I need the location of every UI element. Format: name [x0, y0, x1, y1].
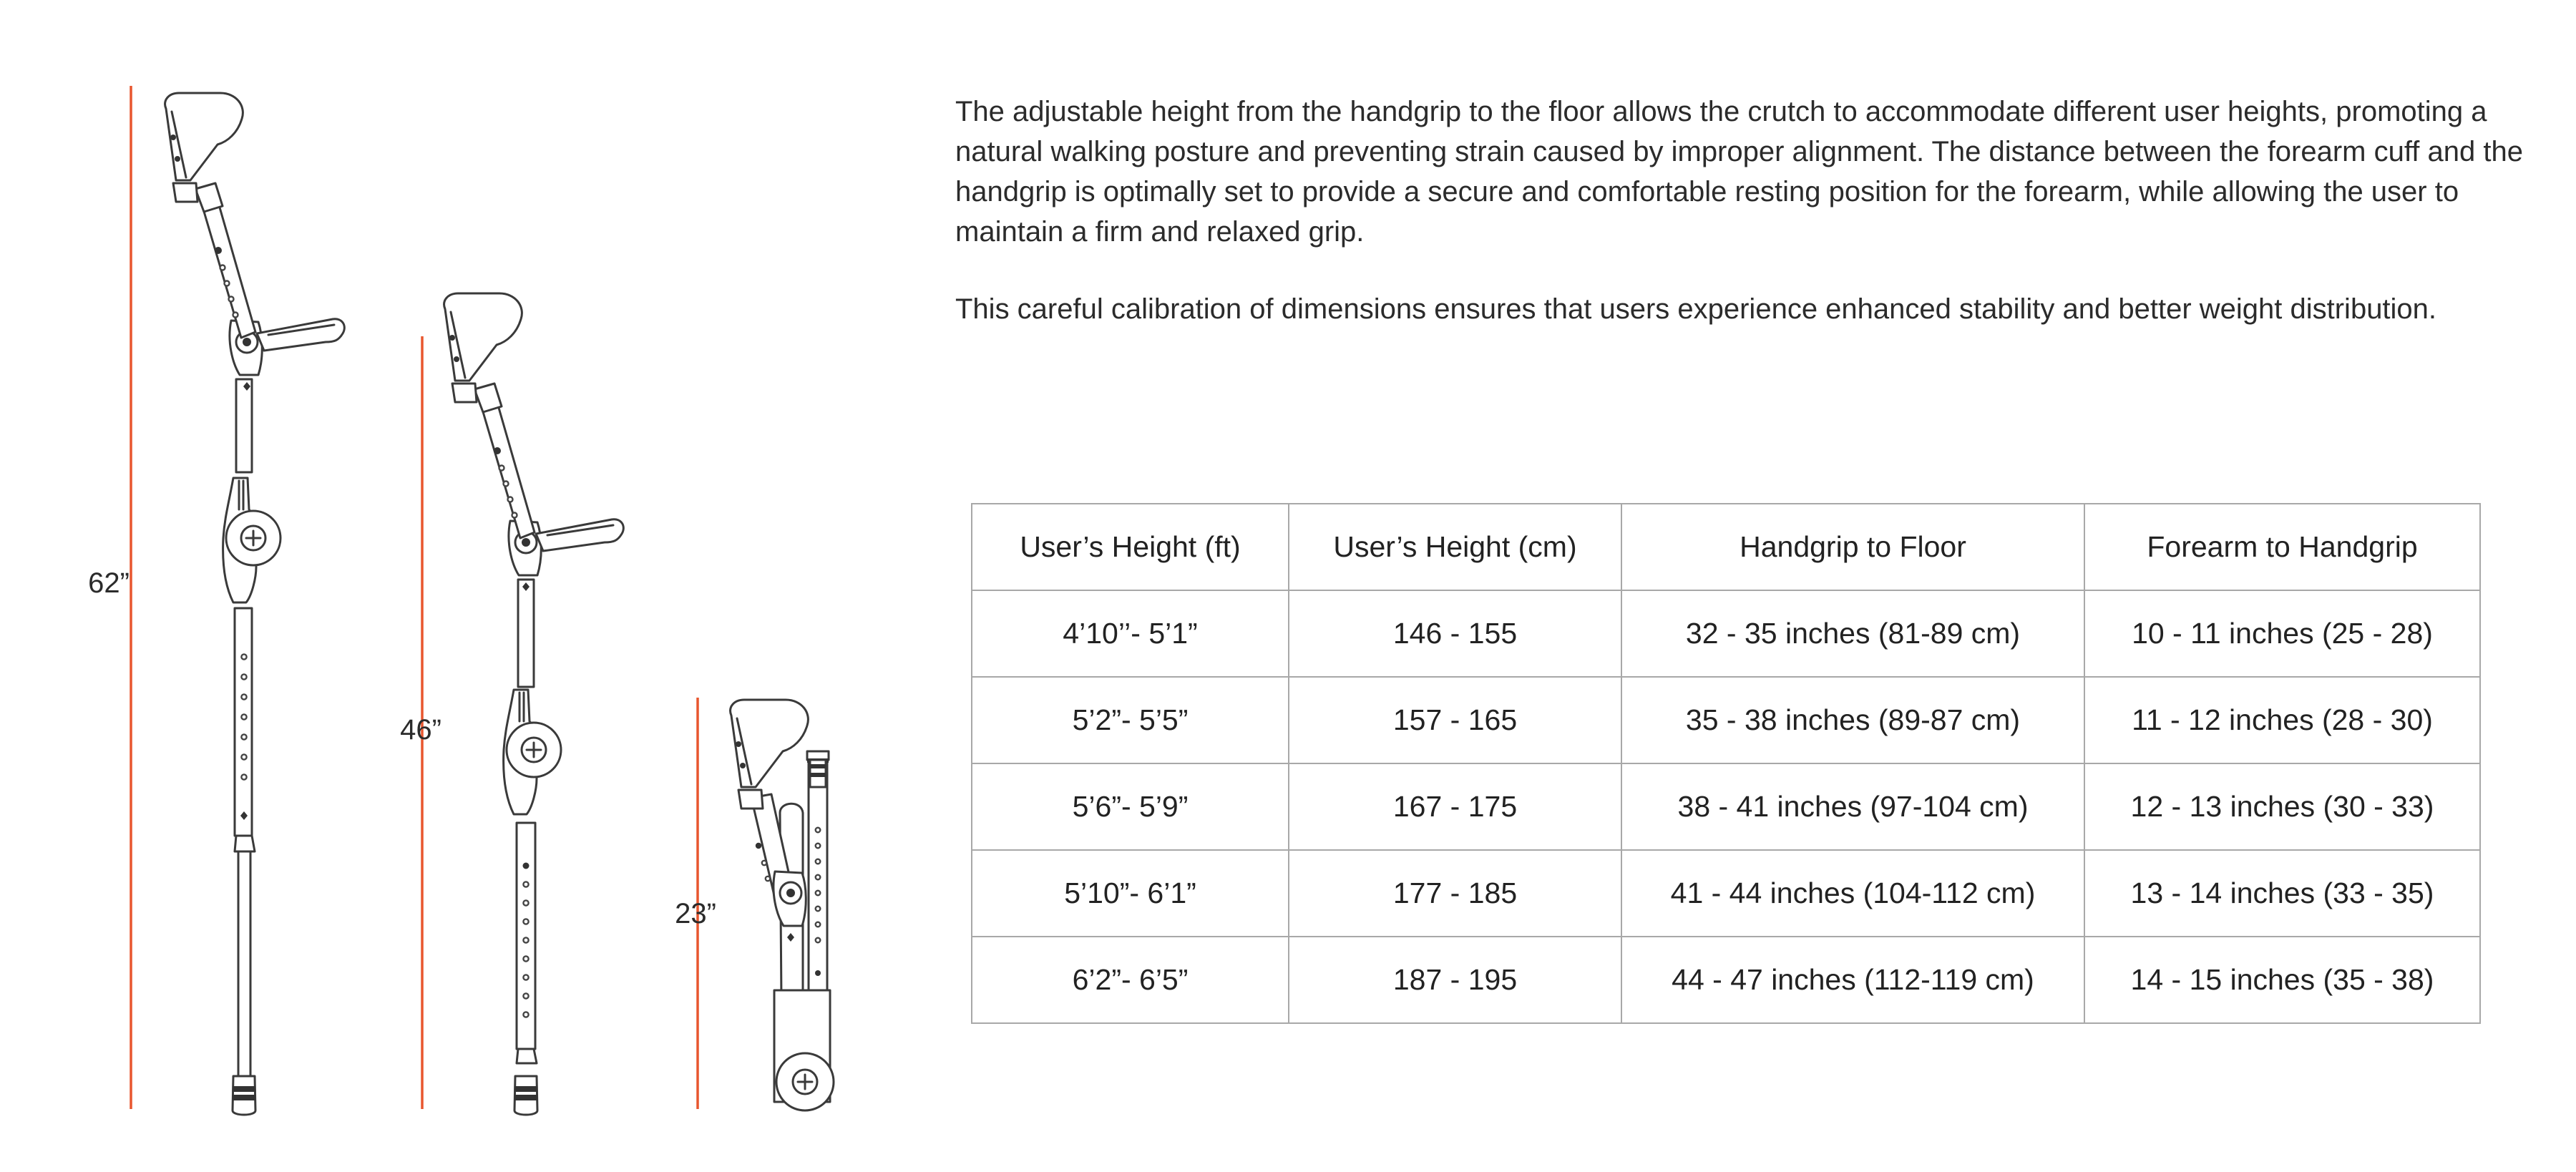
table-row	[972, 937, 2480, 1023]
header-user-height-ft: User’s Height (ft)	[972, 504, 1289, 590]
cell-height-cm: 167 - 175	[1289, 763, 1621, 850]
cell-height-ft: 5’10”- 6’1”	[972, 850, 1289, 937]
description-text	[955, 92, 2529, 366]
cell-height-cm: 157 - 165	[1289, 677, 1621, 763]
folded-crutch	[675, 698, 834, 1110]
table-row	[972, 850, 2480, 937]
cell-forearm-handgrip: 13 - 14 inches (33 - 35)	[2084, 850, 2480, 937]
cell-height-cm: 187 - 195	[1289, 937, 1621, 1023]
table-row	[972, 677, 2480, 763]
cell-handgrip-floor: 32 - 35 inches (81-89 cm)	[1621, 590, 2084, 677]
cell-forearm-handgrip: 11 - 12 inches (28 - 30)	[2084, 677, 2480, 763]
cell-handgrip-floor: 41 - 44 inches (104-112 cm)	[1621, 850, 2084, 937]
description-paragraph-1: The adjustable height from the handgrip to the floor allows the crutch to accommodate different user heights, promoting a natural walking posture and preventing strain caused by improper alignment. The distance between the forearm cuff and the handgrip is optimally set to provide a secure and comfortable resting position for the forearm, while allowing the user to maintain a firm and relaxed grip.	[955, 96, 2523, 248]
table-row	[972, 590, 2480, 677]
description-paragraph-2: This careful calibration of dimensions ensures that users experience enhanced stability and better weight distribution.	[955, 293, 2437, 325]
medium-height-label: 46”	[400, 714, 441, 746]
cell-forearm-handgrip: 12 - 13 inches (30 - 33)	[2084, 763, 2480, 850]
cell-handgrip-floor: 38 - 41 inches (97-104 cm)	[1621, 763, 2084, 850]
medium-height-crutch	[400, 293, 623, 1115]
cell-height-ft: 6’2”- 6’5”	[972, 937, 1289, 1023]
table-row	[972, 763, 2480, 850]
cell-height-cm: 177 - 185	[1289, 850, 1621, 937]
header-user-height-cm: User’s Height (cm)	[1289, 504, 1621, 590]
table-header-row	[972, 504, 2480, 590]
cell-height-ft: 5’2”- 5’5”	[972, 677, 1289, 763]
cell-height-ft: 4’10’’- 5’1”	[972, 590, 1289, 677]
header-handgrip-to-floor: Handgrip to Floor	[1621, 504, 2084, 590]
full-height-crutch	[88, 86, 344, 1115]
cell-handgrip-floor: 44 - 47 inches (112-119 cm)	[1621, 937, 2084, 1023]
cell-forearm-handgrip: 10 - 11 inches (25 - 28)	[2084, 590, 2480, 677]
header-forearm-to-handgrip: Forearm to Handgrip	[2084, 504, 2480, 590]
folded-height-label: 23”	[675, 898, 716, 929]
cell-height-cm: 146 - 155	[1289, 590, 1621, 677]
full-height-label: 62”	[88, 567, 130, 599]
cell-forearm-handgrip: 14 - 15 inches (35 - 38)	[2084, 937, 2480, 1023]
cell-height-ft: 5’6”- 5’9”	[972, 763, 1289, 850]
size-table	[971, 503, 2481, 1024]
cell-handgrip-floor: 35 - 38 inches (89-87 cm)	[1621, 677, 2084, 763]
